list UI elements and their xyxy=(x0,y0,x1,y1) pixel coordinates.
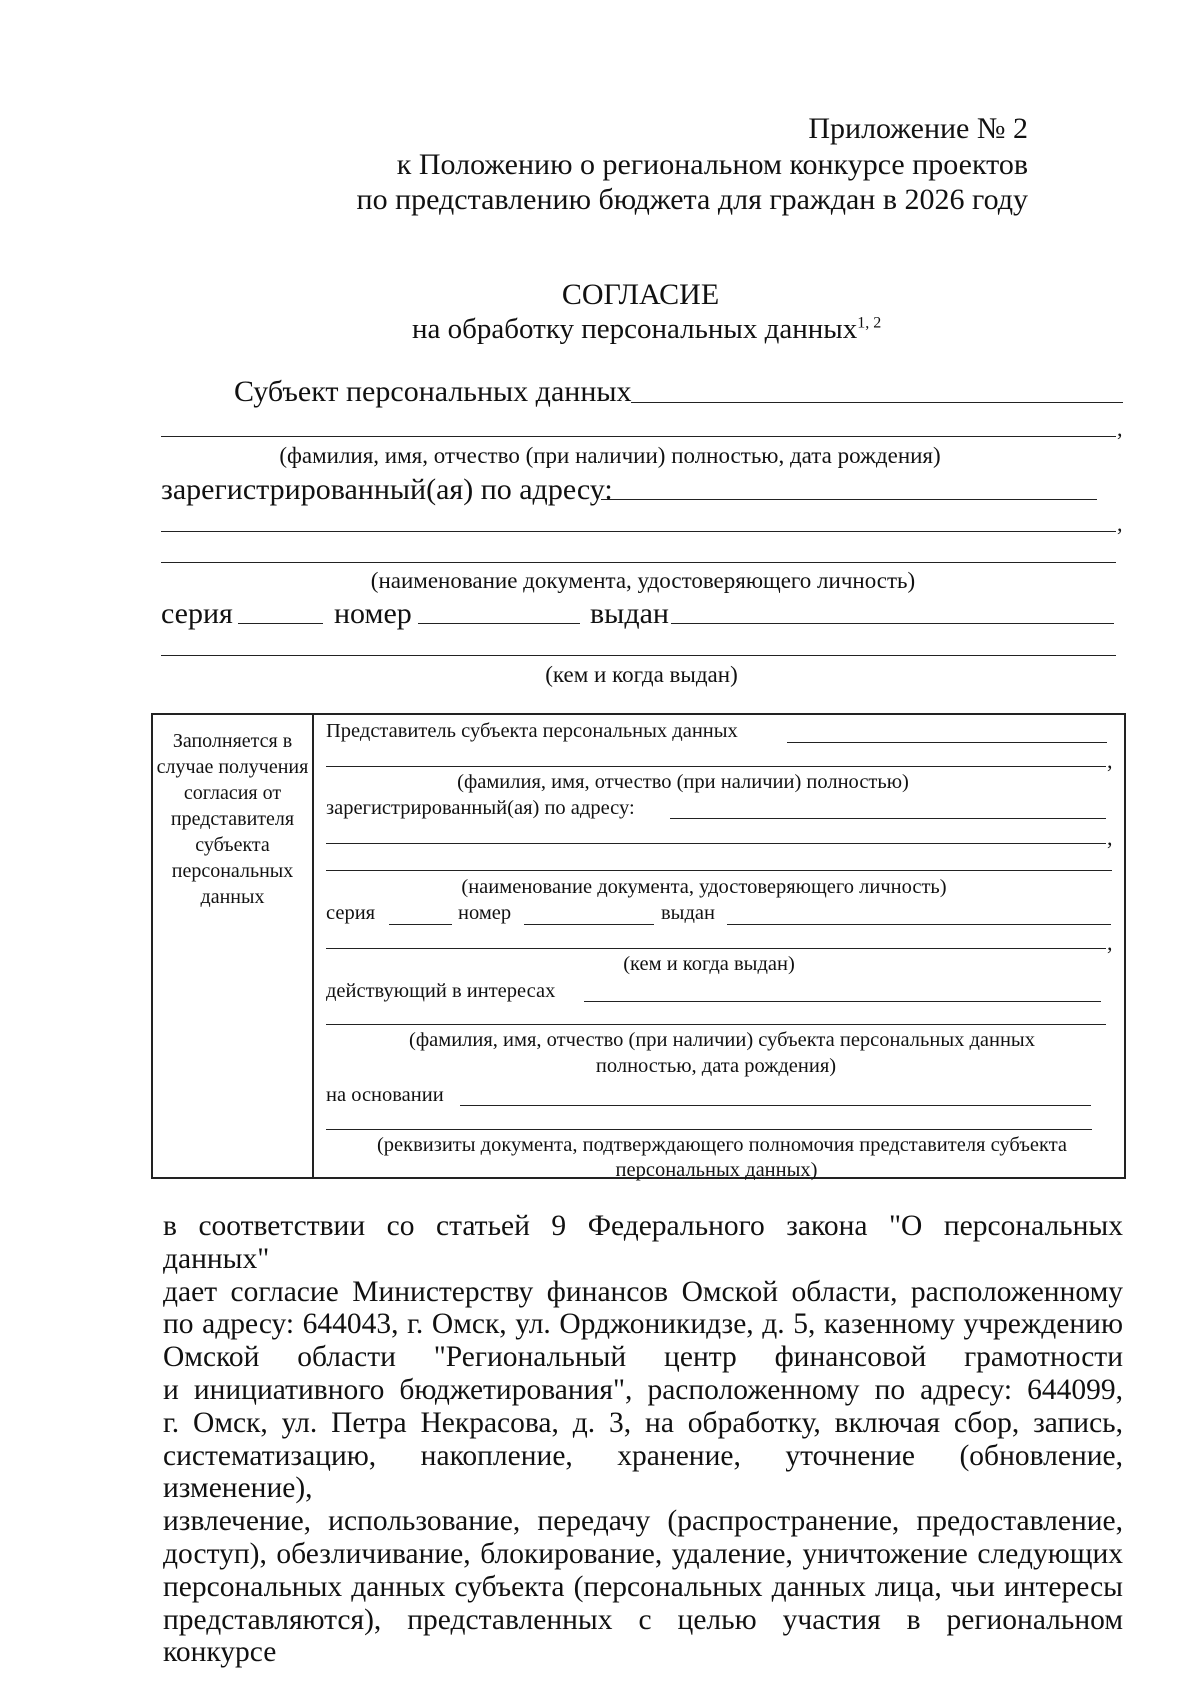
appendix-reference-line-2: по представлению бюджета для граждан в 2026 году xyxy=(356,183,1028,216)
subject-name-field[interactable] xyxy=(631,402,1123,403)
subject-name-field-line-2[interactable] xyxy=(161,436,1116,437)
issued-caption: (кем и когда выдан) xyxy=(545,662,738,687)
consent-body-text xyxy=(163,1210,1123,1669)
basis-field[interactable] xyxy=(460,1105,1091,1106)
body-line: в соответствии со статьей 9 Федерального закона "О персональных данных" xyxy=(163,1210,1123,1275)
representative-document-caption: (наименование документа, удостоверяющего личность) xyxy=(461,876,947,898)
representative-address-field[interactable] xyxy=(670,818,1106,819)
subject-name-caption: (фамилия, имя, отчество (при наличии) полностью, дата рождения) xyxy=(279,443,941,468)
acting-in-interests-label: действующий в интересах xyxy=(326,980,556,1002)
basis-caption-line-2: персональных данных) xyxy=(615,1159,818,1181)
identity-document-field[interactable] xyxy=(161,562,1116,563)
body-line: Омской области "Региональный центр финансовой грамотности xyxy=(163,1341,1123,1374)
representative-series-field[interactable] xyxy=(389,924,452,925)
acting-in-interests-field-line-2[interactable] xyxy=(326,1024,1106,1025)
acting-caption-line-2: полностью, дата рождения) xyxy=(595,1055,837,1077)
body-line: персональных данных субъекта (персональных данных лица, чьи интересы xyxy=(163,1570,1123,1603)
subject-label: Субъект персональных данных xyxy=(234,375,632,408)
basis-label: на основании xyxy=(326,1084,444,1106)
issued-field[interactable] xyxy=(671,623,1114,624)
body-line: доступ), обезличивание, блокирование, удаление, уничтожение следующих xyxy=(163,1537,1123,1570)
body-line: г. Омск, ул. Петра Некрасова, д. 3, на обработку, включая сбор, запись, xyxy=(163,1406,1123,1439)
representative-number-label: номер xyxy=(458,902,512,924)
issued-label: выдан xyxy=(590,597,669,630)
address-field[interactable] xyxy=(601,499,1097,500)
footnote-marks: 1, 2 xyxy=(857,314,882,332)
representative-issued-field[interactable] xyxy=(727,924,1111,925)
address-label: зарегистрированный(ая) по адресу: xyxy=(161,473,613,506)
number-label: номер xyxy=(334,597,412,630)
representative-number-field[interactable] xyxy=(524,924,654,925)
representative-issued-caption: (кем и когда выдан) xyxy=(623,953,795,975)
document-subtitle xyxy=(412,313,881,346)
body-line: и инициативного бюджетирования", расположенному по адресу: 644099, xyxy=(163,1373,1123,1406)
appendix-number: Приложение № 2 xyxy=(808,112,1028,145)
body-line: по адресу: 644043, г. Омск, ул. Орджоникидзе, д. 5, казенному учреждению xyxy=(163,1308,1123,1341)
acting-caption-line-1: (фамилия, имя, отчество (при наличии) субъекта персональных данных xyxy=(409,1029,1035,1051)
representative-name-field-line-2[interactable] xyxy=(326,766,1106,767)
representative-address-label: зарегистрированный(ая) по адресу: xyxy=(326,797,635,819)
comma-mark: , xyxy=(1107,930,1113,955)
series-field[interactable] xyxy=(238,623,323,624)
acting-in-interests-field[interactable] xyxy=(584,1001,1101,1002)
representative-document-field[interactable] xyxy=(326,870,1112,871)
comma-mark: , xyxy=(1117,511,1123,536)
number-field[interactable] xyxy=(418,623,580,624)
representative-fill-note: Заполняется в случае получения согласия от представителя субъекта персональных данных xyxy=(156,730,309,908)
basis-caption-line-1: (реквизиты документа, подтверждающего полномочия представителя субъекта xyxy=(376,1134,1068,1156)
representative-series-label: серия xyxy=(326,902,376,924)
identity-document-caption: (наименование документа, удостоверяющего личность) xyxy=(370,568,916,593)
basis-field-line-2[interactable] xyxy=(326,1129,1092,1130)
subtitle-text: на обработку персональных данных xyxy=(412,313,858,345)
comma-mark: , xyxy=(1107,748,1113,773)
representative-issued-field-line-2[interactable] xyxy=(326,948,1106,949)
representative-name-caption: (фамилия, имя, отчество (при наличии) полностью) xyxy=(457,771,909,793)
comma-mark: , xyxy=(1107,825,1113,850)
appendix-reference-line-1: к Положению о региональном конкурсе проектов xyxy=(396,148,1028,181)
document-title: СОГЛАСИЕ xyxy=(561,278,720,311)
body-line: представляются), представленных с целью участия в региональном конкурсе xyxy=(163,1603,1123,1669)
representative-issued-label: выдан xyxy=(661,902,715,924)
body-line: систематизацию, накопление, хранение, уточнение (обновление, изменение), xyxy=(163,1439,1123,1505)
series-label: серия xyxy=(161,597,233,630)
issued-field-line-2[interactable] xyxy=(161,655,1116,656)
body-line: извлечение, использование, передачу (распространение, предоставление, xyxy=(163,1505,1123,1538)
representative-name-field[interactable] xyxy=(787,742,1107,743)
body-line: дает согласие Министерству финансов Омской области, расположенному xyxy=(163,1275,1123,1308)
representative-label: Представитель субъекта персональных данных xyxy=(326,720,738,742)
comma-mark: , xyxy=(1117,416,1123,441)
representative-address-field-line-2[interactable] xyxy=(326,843,1106,844)
address-field-line-2[interactable] xyxy=(161,531,1116,532)
